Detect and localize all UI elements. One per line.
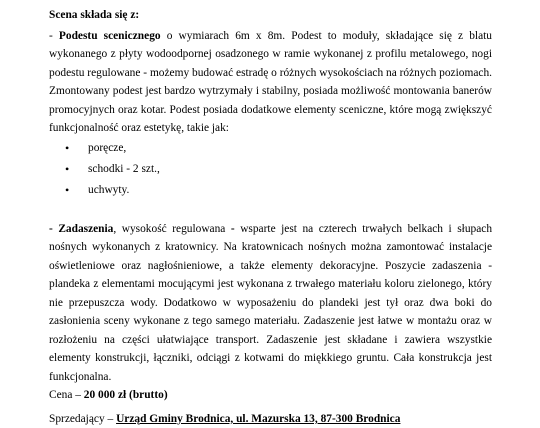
price-line bbox=[49, 386, 492, 405]
bullet-dot-icon: • bbox=[65, 138, 69, 159]
paragraph-spacer bbox=[49, 201, 492, 220]
seller-label: Sprzedający – bbox=[49, 413, 116, 425]
stage-platform-description: o wymiarach 6m x 8m. Podest to moduły, składające się z blatu wykonanego z płyty wodoodpornej osadzonego w ramie wykonanej z profilu metalowego, nogi podestu regulowane - możemy budować estradę o różnych wysokościach na różnych poziomach. Zmontowany podest jest bardzo wytrzymały i stabilny, posiada możliwość montowania banerów promocyjnych oraz kotar. Podest posiada dodatkowe elementy sceniczne, które mogą zwiększyć funkcjonalność oraz estetykę, takie jak: bbox=[49, 30, 492, 135]
roof-term: - Zadaszenia bbox=[49, 223, 113, 235]
stage-elements-list bbox=[49, 138, 492, 201]
roof-paragraph bbox=[49, 220, 492, 387]
seller-value: Urząd Gminy Brodnica, ul. Mazurska 13, 87-300 Brodnica bbox=[116, 413, 400, 425]
stage-platform-term: Podestu scenicznego bbox=[59, 30, 161, 42]
list-item bbox=[65, 159, 492, 180]
list-item bbox=[65, 138, 492, 159]
list-item-text: schodki - 2 szt., bbox=[88, 163, 160, 175]
roof-dash: - bbox=[231, 223, 235, 235]
list-item-text: uchwyty. bbox=[88, 184, 129, 196]
bullet-dot-icon: • bbox=[65, 180, 69, 201]
paragraph-dash: - bbox=[49, 30, 59, 42]
price-label: Cena – bbox=[49, 389, 84, 401]
price-value: 20 000 zł (brutto) bbox=[84, 389, 168, 401]
roof-text-part1: , wysokość regulowana bbox=[113, 223, 230, 235]
roof-text-part2: wsparte jest na czterech trwałych belkach i słupach nośnych wykonanych z kratownicy. Na kratownicach nośnych można zamontować instalacje oświetleniowe oraz nagłośnieniowe, a także elementy dekoracyjne. Poszycie zadaszenia - plandeka z elementami mocującymi jest wykonana z trwałego materiału koloru zielonego, który nie przepuszcza wody. Dodatkowo w wyposażeniu do plandeki jest tył oraz dwa boki do zasłonienia sceny wykonane z tego samego materiału. Zadaszenie jest łatwe w montażu oraz w rozłożeniu na części ułatwiające transport. Zadaszenie jest składane i zawiera wszystkie elementy konstrukcji, łączniki, odciągi z kotwami do miękkiego gruntu. Cała konstrukcja jest funkcjonalna. bbox=[49, 223, 492, 383]
bullet-dot-icon: • bbox=[65, 159, 69, 180]
list-item bbox=[65, 180, 492, 201]
seller-line bbox=[49, 410, 492, 428]
list-item-text: poręcze, bbox=[88, 142, 126, 154]
section-heading: Scena składa się z: bbox=[49, 6, 492, 25]
stage-platform-paragraph bbox=[49, 27, 492, 138]
